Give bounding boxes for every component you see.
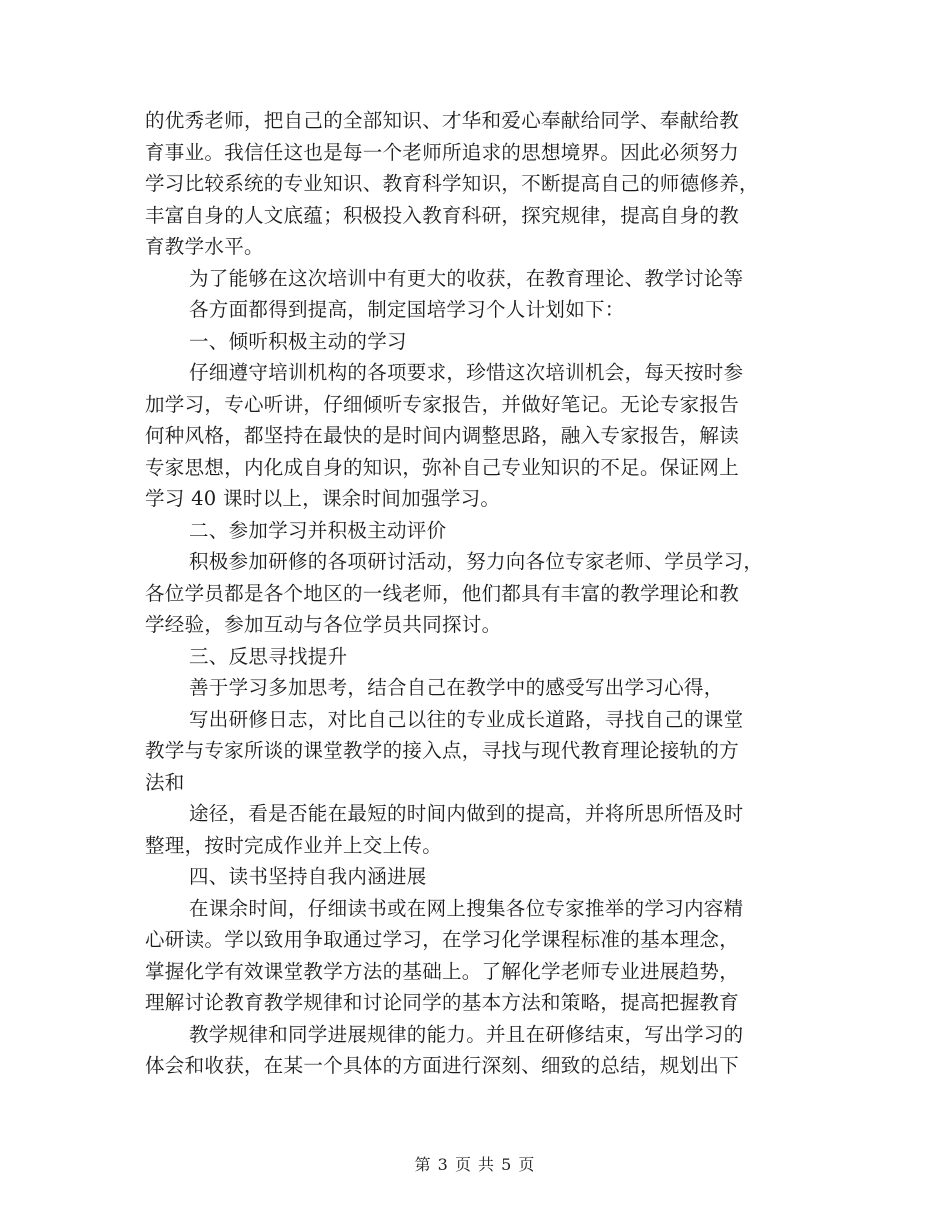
- section-heading: 三、反思寻找提升: [189, 644, 348, 668]
- text-line: 教学规律和同学进展规律的能力。并且在研修结束，写出学习的: [189, 1022, 744, 1046]
- text-line: 加学习，专心听讲，仔细倾听专家报告，并做好笔记。无论专家报告: [145, 392, 740, 416]
- text-line: 专家思想，内化成自身的知识，弥补自己专业知识的不足。保证网上: [145, 455, 740, 479]
- section-heading: 二、参加学习并积极主动评价: [189, 518, 447, 542]
- text-line: 为了能够在这次培训中有更大的收获，在教育理论、教学讨论等: [189, 266, 744, 290]
- text-line: 心研读。学以致用争取通过学习，在学习化学课程标准的基本理念，: [145, 928, 740, 951]
- text-line: 育教学水平。: [145, 235, 264, 258]
- text-line: 积极参加研修的各项研讨活动，努力向各位专家老师、学员学习，: [189, 550, 764, 573]
- document-body: [145, 105, 815, 1082]
- text-line: 何种风格，都坚持在最快的是时间内调整思路，融入专家报告，解读: [145, 424, 740, 447]
- text-line: 学经验，参加互动与各位学员共同探讨。: [145, 613, 502, 636]
- text-line: 途径，看是否能在最短的时间内做到的提高，并将所思所悟及时: [189, 802, 744, 825]
- text-line: 学习比较系统的专业知识、教育科学知识，不断提高自己的师德修养，: [145, 172, 759, 195]
- text-line: 体会和收获，在某一个具体的方面进行深刻、细致的总结，规划出下: [145, 1054, 740, 1077]
- section-heading: 四、读书坚持自我内涵进展: [189, 865, 427, 888]
- text-line: 教学与专家所谈的课堂教学的接入点，寻找与现代教育理论接轨的方: [145, 739, 740, 762]
- text-line: 各位学员都是各个地区的一线老师，他们都具有丰富的教学理论和教: [145, 581, 740, 605]
- text-line: 学习 40 课时以上，课余时间加强学习。: [145, 487, 501, 510]
- text-line: 善于学习多加思考，结合自己在教学中的感受写出学习心得，: [189, 676, 724, 699]
- section-heading: 一、倾听积极主动的学习: [189, 329, 407, 353]
- text-line: 理解讨论教育教学规律和讨论同学的基本方法和策略，提高把握教育: [145, 991, 740, 1014]
- text-line: 丰富自身的人文底蕴；积极投入教育科研，探究规律，提高自身的教: [145, 203, 740, 227]
- text-line: 各方面都得到提高，制定国培学习个人计划如下：: [189, 298, 625, 321]
- text-line: 法和: [145, 770, 185, 794]
- text-line: 仔细遵守培训机构的各项要求，珍惜这次培训机会，每天按时参: [189, 361, 744, 384]
- text-line: 整理，按时完成作业并上交上传。: [145, 833, 443, 857]
- page-footer: 第 3 页 共 5 页: [414, 1155, 536, 1174]
- text-line: 育事业。我信任这也是每一个老师所追求的思想境界。因此必须努力: [145, 140, 740, 164]
- text-line: 的优秀老师，把自己的全部知识、才华和爱心奉献给同学、奉献给教: [145, 109, 740, 132]
- text-line: 在课余时间，仔细读书或在网上搜集各位专家推举的学习内容精: [189, 896, 744, 920]
- text-line: 掌握化学有效课堂教学方法的基础上。了解化学老师专业进展趋势，: [145, 959, 740, 983]
- text-line: 写出研修日志，对比自己以往的专业成长道路，寻找自己的课堂: [189, 707, 744, 731]
